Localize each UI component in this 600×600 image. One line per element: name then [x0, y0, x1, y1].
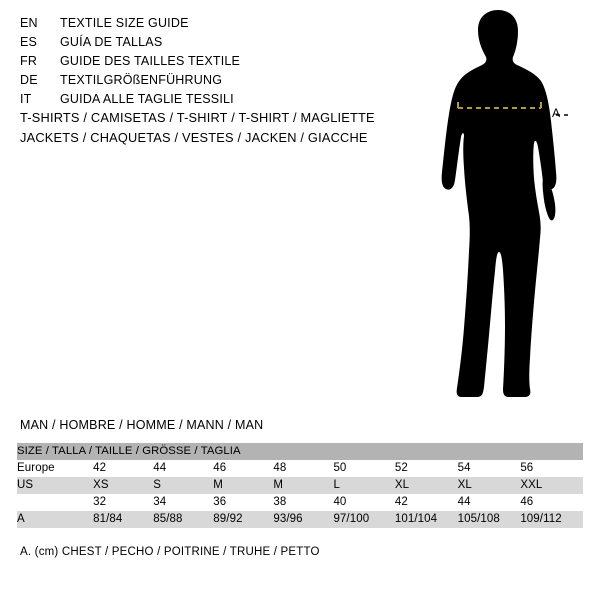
language-text: TEXTILGRÖßENFÜHRUNG: [60, 73, 223, 87]
cell: XL: [395, 477, 458, 494]
category-jackets: JACKETS / CHAQUETAS / VESTES / JACKEN / GIACCHE: [20, 130, 368, 145]
cell: 101/104: [395, 511, 458, 528]
cell: XXL: [520, 477, 583, 494]
language-row: [20, 35, 360, 54]
cell: 85/88: [153, 511, 213, 528]
cell: 42: [395, 494, 458, 511]
language-code: IT: [20, 92, 32, 106]
language-row: [20, 92, 360, 111]
table-row: [17, 494, 583, 511]
cell: 32: [93, 494, 153, 511]
cell: 48: [273, 460, 333, 477]
table-row: [17, 477, 583, 494]
cell: 81/84: [93, 511, 153, 528]
language-list: [20, 16, 360, 111]
cell: XS: [93, 477, 153, 494]
cell: 56: [520, 460, 583, 477]
size-table: [17, 443, 583, 528]
cell: 46: [213, 460, 273, 477]
language-code: ES: [20, 35, 38, 49]
language-row: [20, 16, 360, 35]
cell: 34: [153, 494, 213, 511]
row-label: [17, 494, 93, 511]
cell: 93/96: [273, 511, 333, 528]
language-code: EN: [20, 16, 38, 30]
cell: 36: [213, 494, 273, 511]
cell: XL: [458, 477, 521, 494]
language-code: FR: [20, 54, 38, 68]
language-row: [20, 73, 360, 92]
cell: 109/112: [520, 511, 583, 528]
table-header-label: SIZE / TALLA / TAILLE / GRÖSSE / TAGLIA: [17, 443, 583, 460]
cell: M: [213, 477, 273, 494]
cell: 54: [458, 460, 521, 477]
cell: 97/100: [333, 511, 394, 528]
table-row: [17, 511, 583, 528]
cell: L: [333, 477, 394, 494]
category-tshirts: T-SHIRTS / CAMISETAS / T-SHIRT / T-SHIRT / MAGLIETTE: [20, 110, 375, 125]
language-code: DE: [20, 73, 38, 87]
category-list: [20, 110, 400, 150]
row-label: US: [17, 477, 93, 494]
language-row: [20, 54, 360, 73]
body-shape: [442, 10, 557, 397]
measure-label-a: A: [552, 106, 561, 120]
cell: 44: [458, 494, 521, 511]
cell: 40: [333, 494, 394, 511]
table-group-title: MAN / HOMBRE / HOMME / MANN / MAN: [20, 418, 264, 432]
table-row: [17, 460, 583, 477]
row-label: A: [17, 511, 93, 528]
cell: 52: [395, 460, 458, 477]
cell: M: [273, 477, 333, 494]
male-silhouette-figure: [400, 8, 595, 403]
row-label: Europe: [17, 460, 93, 477]
cell: 105/108: [458, 511, 521, 528]
cell: 38: [273, 494, 333, 511]
silhouette-svg: [400, 8, 595, 403]
language-text: TEXTILE SIZE GUIDE: [60, 16, 189, 30]
cell: 44: [153, 460, 213, 477]
cell: 46: [520, 494, 583, 511]
table-header-row: [17, 443, 583, 460]
cell: 89/92: [213, 511, 273, 528]
cell: S: [153, 477, 213, 494]
language-text: GUIDE DES TAILLES TEXTILE: [60, 54, 241, 68]
language-text: GUÍA DE TALLAS: [60, 35, 163, 49]
language-text: GUIDA ALLE TAGLIE TESSILI: [60, 92, 234, 106]
cell: 50: [333, 460, 394, 477]
table-footnote: A. (cm) CHEST / PECHO / POITRINE / TRUHE / PETTO: [20, 546, 320, 558]
cell: 42: [93, 460, 153, 477]
